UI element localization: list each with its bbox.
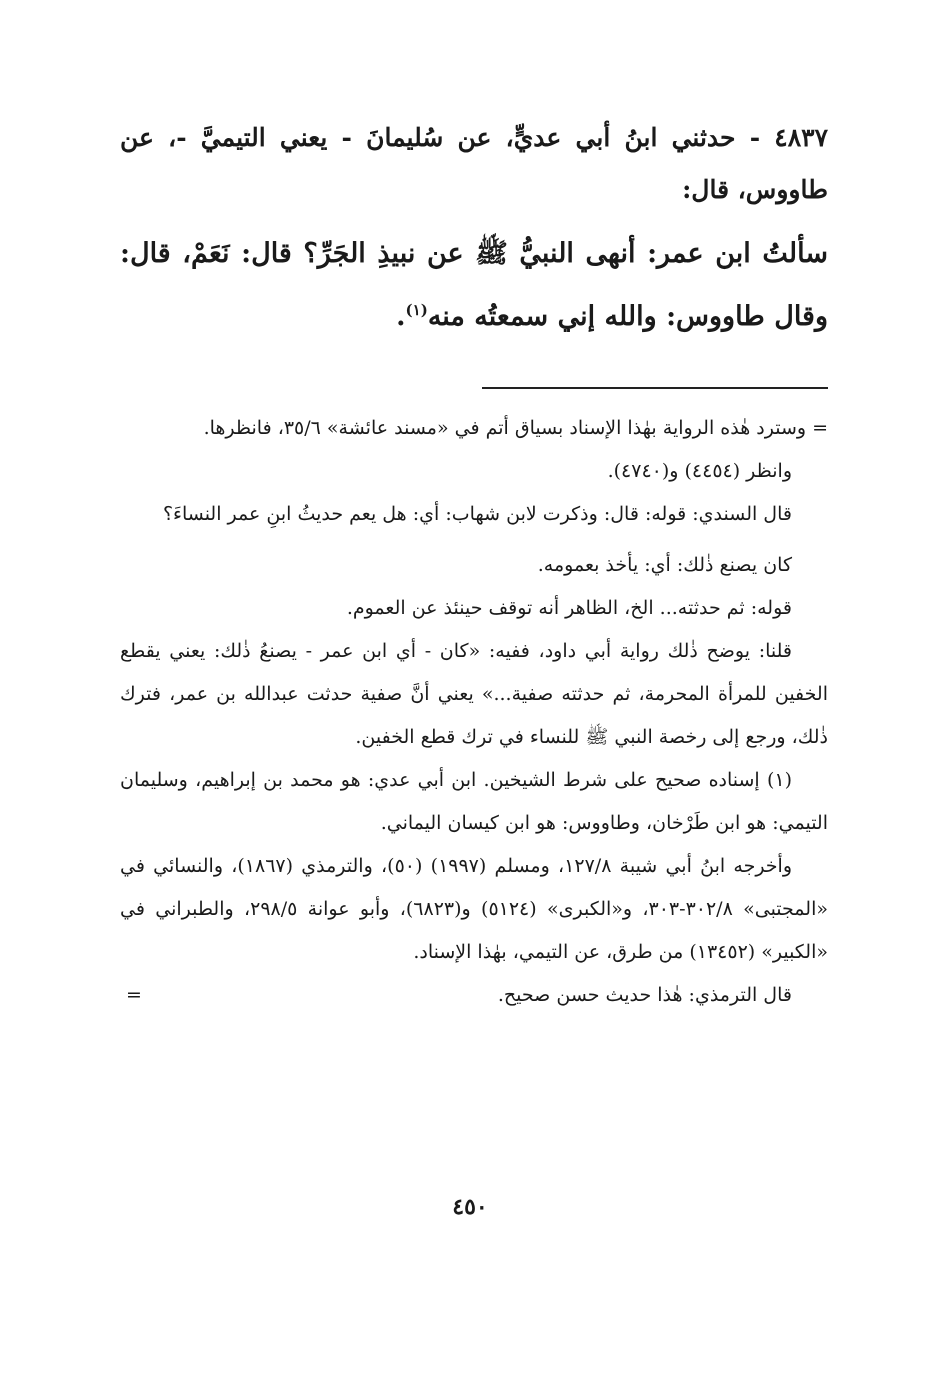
footnote-1-isnad: (١) إسناده صحيح على شرط الشيخين. ابن أبي عدي: هو محمد بن إبراهيم، وسليمان التيمي: هو ابن طَرْخان، وطاووس: هو ابن كيسان اليماني.	[120, 769, 828, 834]
hadith-chain: ٤٨٣٧ - حدثني ابنُ أبي عديٍّ، عن سُليمانَ - يعني التيميَّ -، عن طاووس، قال:	[120, 123, 828, 204]
note-continuation: = وسترد هٰذه الرواية بهٰذا الإسناد بسياق أتم في «مسند عائشة» ٣٥/٦، فانظرها.	[203, 417, 828, 439]
page-number: ٤٥٠	[452, 1194, 488, 1220]
footnote-1-tirmidhi	[120, 974, 828, 1017]
note-sindi-2: كان يصنع ذٰلك: أي: يأخذ بعمومه.	[537, 554, 792, 576]
hadith-text-body: سألتُ ابن عمر: أنهى النبيُّ ﷺ عن نبيذِ الجَرِّ؟ قال: نَعَمْ، قال: وقال طاووس: والله إني سمعتُه منه	[120, 238, 828, 332]
footnote-reference: (١)	[405, 301, 428, 319]
footnote-1-takhrij: وأخرجه ابنُ أبي شيبة ١٢٧/٨، ومسلم (١٩٩٧) (٥٠)، والترمذي (١٨٦٧)، والنسائي في «المجتبى» ٣٠٢/٨-٣٠٣، و«الكبرى» (٥١٢٤) و(٦٨٢٣)، وأبو عوانة ٢٩٨/٥، والطبراني في «الكبير» (١٣٤٥٢) من طرق، عن التيمي، بهٰذا الإسناد.	[120, 855, 828, 963]
note-sindi: قال السندي: قوله: قال: وذكرت لابن شهاب: أي: هل يعم حديثُ ابنِ عمر النساءَ؟	[162, 503, 792, 525]
page-content	[120, 112, 828, 1017]
hadith-text: سألتُ ابن عمر: أنهى النبيُّ ﷺ عن نبيذِ الجَرِّ؟ قال: نَعَمْ، قال: وقال طاووس: والله إني سمعتُه منه$^{(١)}$.	[120, 238, 828, 332]
tirmidhi-text: قال الترمذي: هٰذا حديث حسن صحيح.	[497, 984, 792, 1006]
note-editors: قلنا: يوضح ذٰلك رواية أبي داود، ففيه: «كان - أي ابن عمر - يصنعُ ذٰلك: يعني يقطع الخفين للمرأة المحرمة، ثم حدثته صفية...» يعني أنَّ صفية حدثت عبدالله بن عمر، فترك ذٰلك، ورجع إلى رخصة النبي ﷺ للنساء في ترك قطع الخفين.	[120, 640, 828, 748]
continuation-mark: =	[126, 984, 142, 1006]
footnote-separator	[482, 387, 828, 389]
footnotes	[120, 407, 828, 1017]
note-see-also: وانظر (٤٤٥٤) و(٤٧٤٠).	[607, 460, 792, 482]
note-sindi-3: قوله: ثم حدثته... الخ، الظاهر أنه توقف حينئذ عن العموم.	[346, 597, 792, 619]
